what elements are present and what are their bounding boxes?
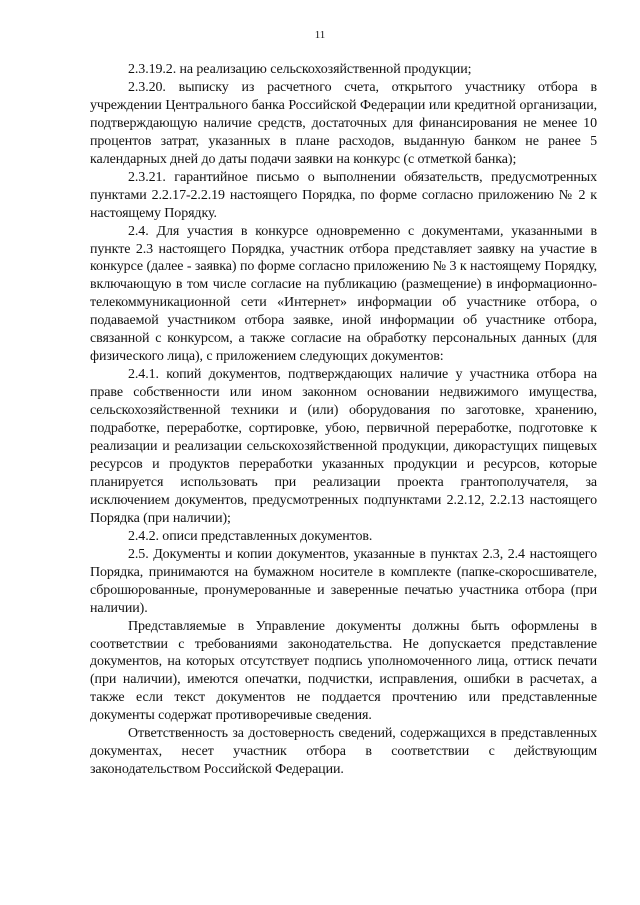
paragraph-2-4-2: 2.4.2. описи представленных документов. <box>128 528 373 544</box>
paragraph-documents-requirements: Представляемые в Управление документы должны быть оформлены в соответствии с требованиями законодательства. Не допускается представление документов, на которых отсутствует подпись уполномоченного лица, оттиск печати (при наличии), имеются опечатки, подчистки, исправления, ошибки в расчетах, а также если текст документов не поддается прочтению или представленные документы содержат противоречивые сведения. <box>90 618 597 724</box>
page-number: 11 <box>314 29 326 41</box>
paragraph-2-3-21: 2.3.21. гарантийное письмо о выполнении обязательств, предусмотренных пунктами 2.2.17-2.2.19 настоящего Порядка, по форме согласно приложению № 2 к настоящему Порядку. <box>90 169 597 221</box>
paragraph-2-4: 2.4. Для участия в конкурсе одновременно с документами, указанными в пункте 2.3 настоящего Порядка, участник отбора представляет заявку на участие в конкурсе (далее - заявка) по форме согласно приложению № 3 к настоящему Порядку, включающую в том числе согласие на публикацию (размещение) в информационно-телекоммуникационной сети «Интернет» информации об участнике отбора, о подаваемой участником отбора заявке, иной информации об участнике отбора, связанной с конкурсом, а также согласие на обработку персональных данных (для физического лица), с приложением следующих документов: <box>90 223 597 365</box>
paragraph-2-3-19-2: 2.3.19.2. на реализацию сельскохозяйственной продукции; <box>128 62 472 77</box>
paragraph-2-3-20: 2.3.20. выписку из расчетного счета, открытого участнику отбора в учреждении Центрального банка Российской Федерации или кредитной организации, подтверждающую наличие средств, достаточных для финансирования не менее 10 процентов затрат, указанных в плане расходов, выданную банком не ранее 5 календарных дней до даты подачи заявки на конкурс (с отметкой банка); <box>90 79 597 167</box>
paragraph-responsibility: Ответственность за достоверность сведений, содержащихся в представленных документах, несет участник отбора в соответствии с действующим законодательством Российской Федерации. <box>90 726 597 778</box>
paragraph-2-5: 2.5. Документы и копии документов, указанные в пунктах 2.3, 2.4 настоящего Порядка, принимаются на бумажном носителе в комплекте (папке-скоросшивателе, сброшюрованные, пронумерованные и заверенные печатью участника отбора (при наличии). <box>90 546 597 616</box>
document-body <box>90 61 597 779</box>
paragraph-2-4-1: 2.4.1. копий документов, подтверждающих наличие у участника отбора на праве собственности или ином законном основании недвижимого имущества, сельскохозяйственной техники и (или) оборудования по заготовке, хранению, подработке, переработке, сортировке, убою, первичной переработке, подготовке к реализации и реализации сельскохозяйственной продукции, дикорастущих пищевых ресурсов и продуктов переработки указанных продукции и ресурсов, которые планируется использовать при реализации проекта грантополучателя, за исключением документов, предусмотренных подпунктами 2.2.12, 2.2.13 настоящего Порядка (при наличии); <box>90 367 597 526</box>
